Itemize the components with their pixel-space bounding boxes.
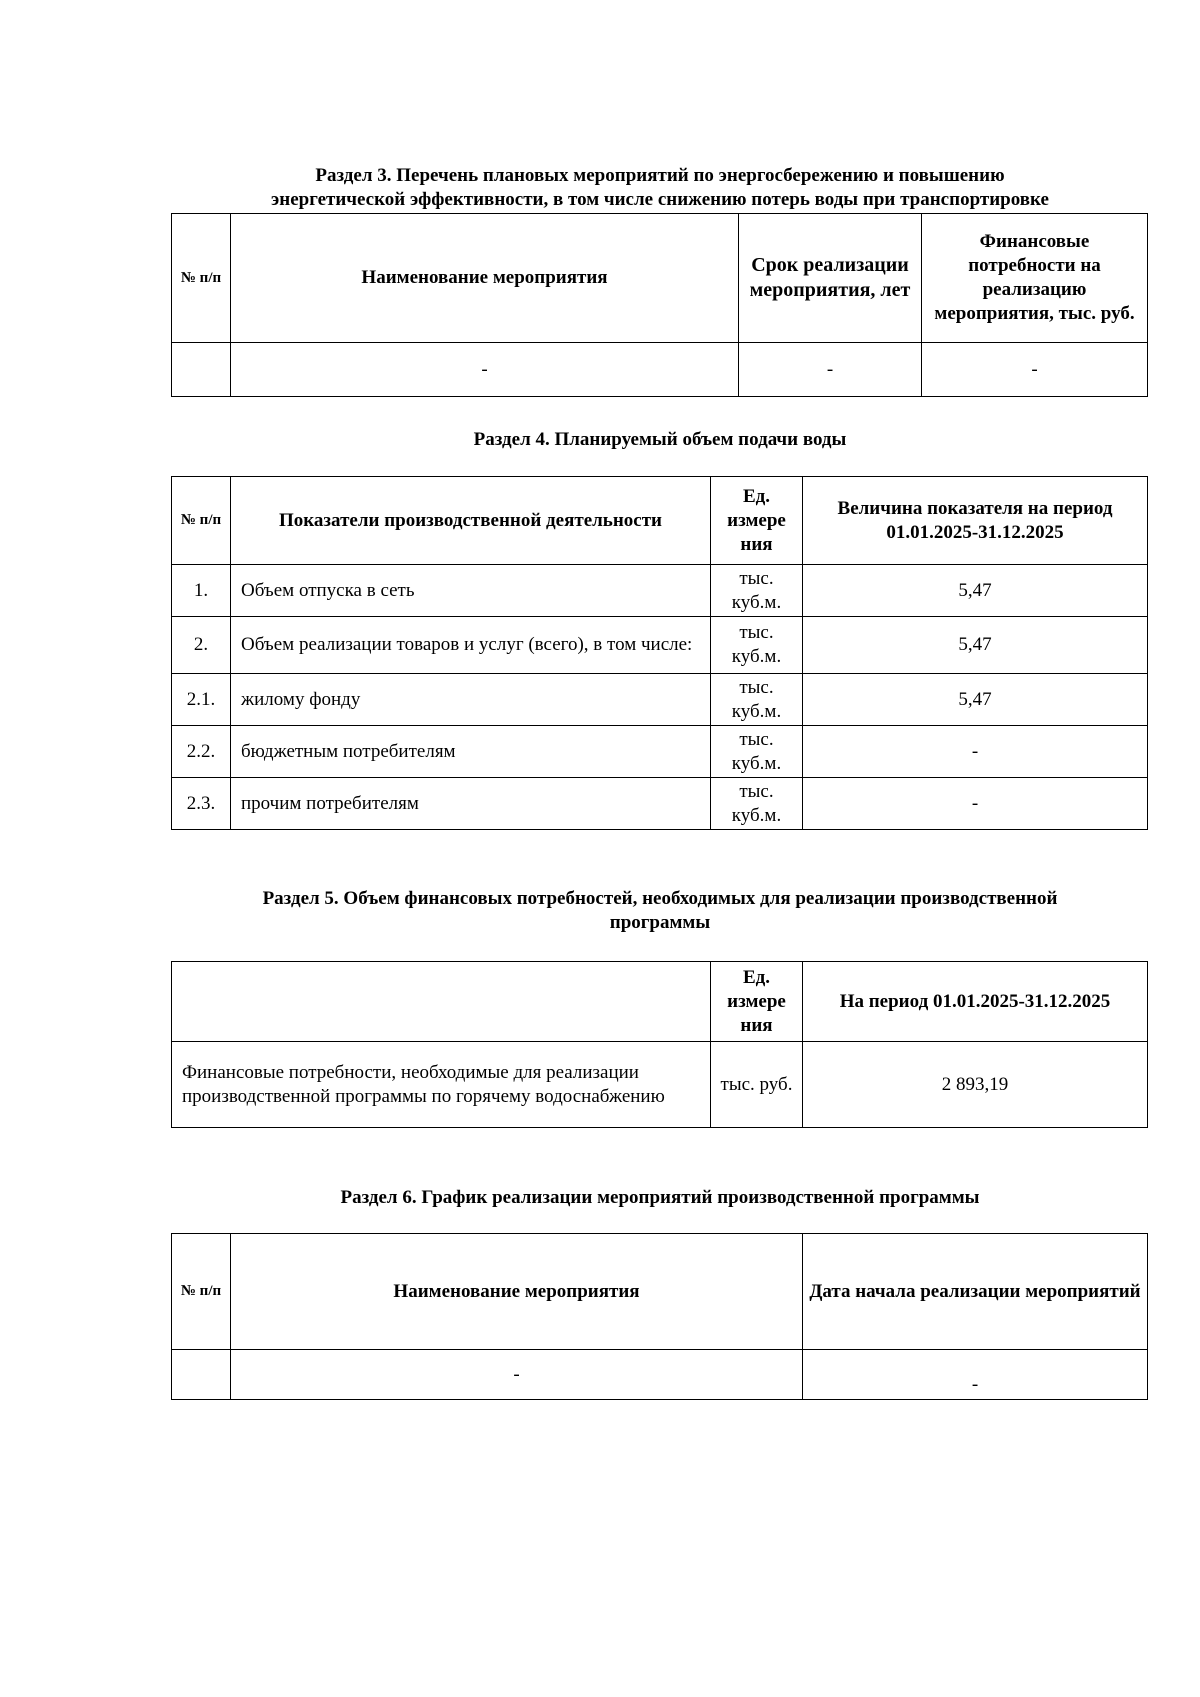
section3-title <box>170 164 1150 212</box>
section5-cell-name: Финансовые потребности, необходимые для реализации производственной программы по горячему водоснабжению <box>172 1042 711 1128</box>
table-row <box>172 726 1148 778</box>
section3-header-term: Срок реализации мероприятия, лет <box>739 214 922 343</box>
section3-header-finance: Финансовые потребности на реализацию мероприятия, тыс. руб. <box>922 214 1148 343</box>
section5-header-row <box>172 962 1148 1042</box>
section4-row4-value: - <box>803 726 1148 778</box>
section5-title <box>170 887 1150 935</box>
section4-row1-indicator: Объем отпуска в сеть <box>231 565 711 617</box>
section5-title-line2: программы <box>609 912 711 933</box>
section4-table <box>171 476 1148 830</box>
section3-header-row <box>172 214 1148 343</box>
section3-cell-name: - <box>231 343 739 397</box>
section5-cell-value: 2 893,19 <box>803 1042 1148 1128</box>
section6-header-row <box>172 1234 1148 1350</box>
section5-data-row <box>172 1042 1148 1128</box>
section4-row1-value: 5,47 <box>803 565 1148 617</box>
section3-cell-finance: - <box>922 343 1148 397</box>
section3-title-line2: энергетической эффективности, в том числе снижению потерь воды при транспортировке <box>271 189 1049 210</box>
section4-row5-indicator: прочим потребителям <box>231 778 711 830</box>
section3-data-row <box>172 343 1148 397</box>
section4-title: Раздел 4. Планируемый объем подачи воды <box>473 429 847 450</box>
section4-header-indicator: Показатели производственной деятельности <box>231 477 711 565</box>
section6-header-date: Дата начала реализации мероприятий <box>803 1234 1148 1350</box>
section4-header-unit: Ед. измере ния <box>711 477 803 565</box>
table-row <box>172 674 1148 726</box>
table-row <box>172 617 1148 674</box>
section4-row5-value: - <box>803 778 1148 830</box>
section4-row4-indicator: бюджетным потребителям <box>231 726 711 778</box>
section6-data-row <box>172 1350 1148 1400</box>
section6-header-name: Наименование мероприятия <box>231 1234 803 1350</box>
section4-header-row <box>172 477 1148 565</box>
section6-cell-date: - <box>803 1350 1148 1400</box>
section4-header-value: Величина показателя на период 01.01.2025-31.12.2025 <box>803 477 1148 565</box>
section5-header-period: На период 01.01.2025-31.12.2025 <box>803 962 1148 1042</box>
section3-title-line1: Раздел 3. Перечень плановых мероприятий по энергосбережению и повышению <box>315 165 1005 186</box>
section3-cell-term: - <box>739 343 922 397</box>
section6-cell-num <box>172 1350 231 1400</box>
section3-header-name: Наименование мероприятия <box>231 214 739 343</box>
section4-row2-value: 5,47 <box>803 617 1148 674</box>
section3-table <box>171 213 1148 397</box>
section4-row3-unit: тыс. куб.м. <box>711 674 803 726</box>
section4-header-num: № п/п <box>172 477 231 565</box>
section4-row5-num: 2.3. <box>172 778 231 830</box>
section5-header-unit: Ед. измере ния <box>711 962 803 1042</box>
section4-row1-num: 1. <box>172 565 231 617</box>
section6-header-num: № п/п <box>172 1234 231 1350</box>
section3-header-num: № п/п <box>172 214 231 343</box>
section5-cell-unit: тыс. руб. <box>711 1042 803 1128</box>
section4-row1-unit: тыс. куб.м. <box>711 565 803 617</box>
section5-header-name <box>172 962 711 1042</box>
section4-row2-num: 2. <box>172 617 231 674</box>
section6-table <box>171 1233 1148 1400</box>
section4-row2-unit: тыс. куб.м. <box>711 617 803 674</box>
section4-row4-num: 2.2. <box>172 726 231 778</box>
section3-cell-num <box>172 343 231 397</box>
section4-row2-indicator: Объем реализации товаров и услуг (всего), в том числе: <box>231 617 711 674</box>
section5-table <box>171 961 1148 1128</box>
section6-title: Раздел 6. График реализации мероприятий производственной программы <box>340 1187 980 1208</box>
table-row <box>172 565 1148 617</box>
table-row <box>172 778 1148 830</box>
section6-cell-name: - <box>231 1350 803 1400</box>
section4-row3-indicator: жилому фонду <box>231 674 711 726</box>
section4-row3-num: 2.1. <box>172 674 231 726</box>
section4-row5-unit: тыс. куб.м. <box>711 778 803 830</box>
section4-row4-unit: тыс. куб.м. <box>711 726 803 778</box>
section5-title-line1: Раздел 5. Объем финансовых потребностей, необходимых для реализации производственной <box>262 888 1058 909</box>
section4-row3-value: 5,47 <box>803 674 1148 726</box>
